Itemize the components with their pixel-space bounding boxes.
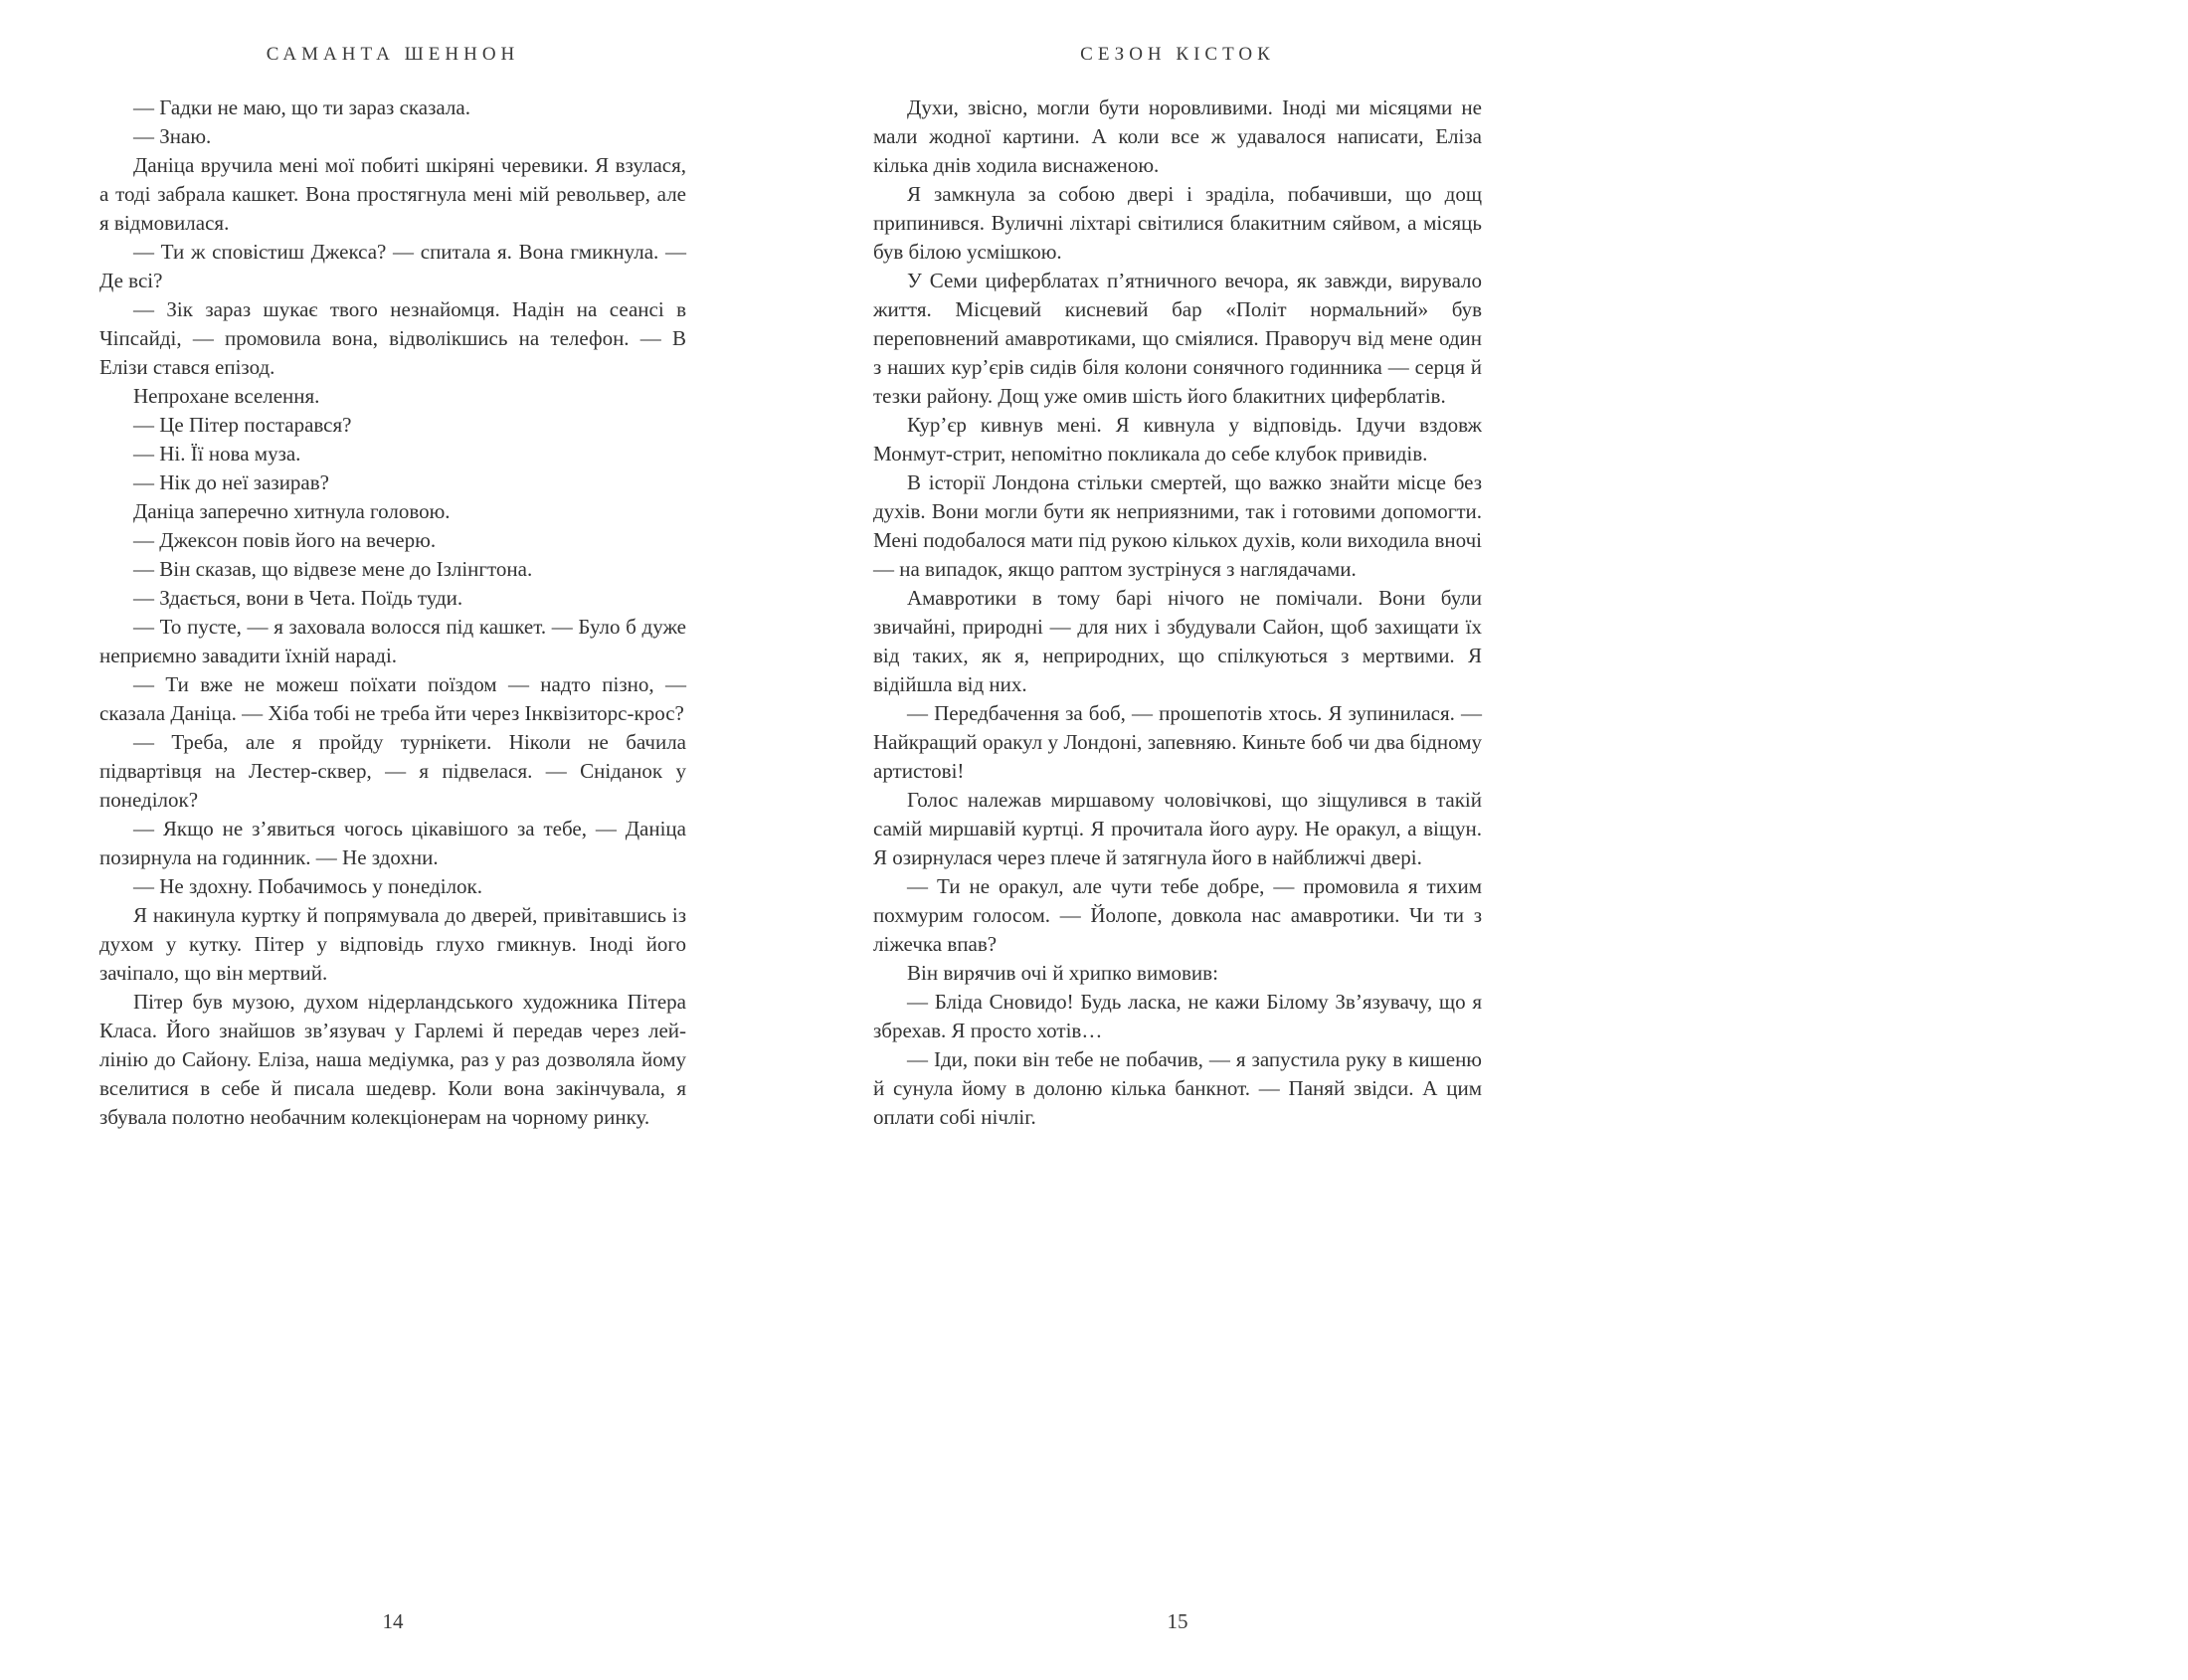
paragraph: — То пусте, — я заховала волосся під кашкет. — Було б дуже неприємно завадити їхній нараді. [99, 615, 686, 667]
paragraph: Пітер був музою, духом нідерландського художника Пітера Класа. Його знайшов зв’язувач у Гарлемі й передав через лей-лінію до Сайону. Еліза, наша медіумка, раз у раз дозволяла йому вселитися в себе й писала шедевр. Коли вона закінчувала, я збувала полотно необачним колекціонерам на чорному ринку. [99, 990, 686, 1129]
paragraph: Даніца заперечно хитнула головою. [133, 499, 451, 523]
paragraph: — Передбачення за боб, — прошепотів хтось. Я зупинилася. — Найкращий оракул у Лондоні, запевняю. Киньте боб чи два бідному артистові! [873, 701, 1482, 783]
paragraph: Я накинула куртку й попрямувала до дверей, привітавшись із духом у кутку. Пітер у відповідь глухо гмикнув. Іноді його зачіпало, що він мертвий. [99, 903, 686, 985]
paragraph: — Гадки не маю, що ти зараз сказала. [133, 95, 470, 119]
paragraph: Він вирячив очі й хрипко вимовив: [907, 961, 1218, 985]
paragraph: — Треба, але я пройду турнікети. Ніколи не бачила підвартівця на Лестер-сквер, — я підвелася. — Сніданок у понеділок? [99, 730, 686, 812]
paragraph: Непрохане вселення. [133, 384, 320, 408]
left-page-text [99, 93, 686, 1132]
paragraph: В історії Лондона стільки смертей, що важко знайти місце без духів. Вони могли бути як неприязними, так і готовими допомогти. Мені подобалося мати під рукою кількох духів, коли виходила вночі — на випадок, якщо раптом зустрінуся з наглядачами. [873, 470, 1482, 581]
paragraph: — Здається, вони в Чета. Поїдь туди. [133, 586, 463, 610]
right-page-number: 15 [1167, 1609, 1188, 1633]
paragraph: — Не здохну. Побачимось у понеділок. [133, 874, 483, 898]
paragraph: Амавротики в тому барі нічого не помічали. Вони були звичайні, природні — для них і збудували Сайон, щоб захищати їх від таких, як я, неприродних, що спілкуються з мертвими. Я відійшла від них. [873, 586, 1482, 696]
paragraph: — Бліда Сновидо! Будь ласка, не кажи Білому Зв’язувачу, що я збрехав. Я просто хотів… [873, 990, 1482, 1042]
right-running-head: СЕЗОН КІСТОК [1080, 44, 1275, 65]
right-page-text [873, 93, 1482, 1132]
paragraph: — Він сказав, що відвезе мене до Ізлінгтона. [133, 557, 533, 581]
paragraph: — Ти вже не можеш поїхати поїздом — надто пізно, — сказала Даніца. — Хіба тобі не треба йти через Інквізиторс-крос? [99, 672, 686, 725]
paragraph: — Ти ж сповістиш Джекса? — спитала я. Вона гмикнула. — Де всі? [99, 240, 686, 292]
paragraph: — Знаю. [133, 124, 212, 148]
paragraph: — Зік зараз шукає твого незнайомця. Надін на сеансі в Чіпсайді, — промовила вона, відволікшись на телефон. — В Елізи стався епізод. [99, 297, 686, 379]
paragraph: — Нік до неї зазирав? [133, 470, 329, 494]
paragraph: — Ти не оракул, але чути тебе добре, — промовила я тихим похмурим голосом. — Йолопе, довкола нас амавротики. Чи ти з ліжечка впав? [873, 874, 1482, 956]
paragraph: — Джексон повів його на вечерю. [133, 528, 437, 552]
paragraph: — Це Пітер постарався? [133, 413, 352, 437]
paragraph: Я замкнула за собою двері і зраділа, побачивши, що дощ припинився. Вуличні ліхтарі світилися блакитним сяйвом, а місяць був білою усмішкою. [873, 182, 1482, 264]
paragraph: У Семи циферблатах п’ятничного вечора, як завжди, вирувало життя. Місцевий кисневий бар «Політ нормальний» був переповнений амавротиками, що сміялися. Праворуч від мене один з наших кур’єрів сидів біля колони сонячного годинника — серця й тезки району. Дощ уже омив шість його блакитних циферблатів. [873, 269, 1482, 408]
left-running-head: САМАНТА ШЕННОН [266, 44, 520, 65]
paragraph: Даніца вручила мені мої побиті шкіряні черевики. Я взулася, а тоді забрала кашкет. Вона простягнула мені мій револьвер, але я відмовилася. [99, 153, 686, 235]
left-page-number: 14 [382, 1609, 404, 1633]
paragraph: — Іди, поки він тебе не побачив, — я запустила руку в кишеню й сунула йому в долоню кілька банкнот. — Паняй звідси. А цим оплати собі нічліг. [873, 1047, 1482, 1129]
paragraph: Голос належав миршавому чоловічкові, що зіщулився в такій самій миршавій куртці. Я прочитала його ауру. Не оракул, а віщун. Я озирнулася через плече й затягнула його в найближчі двері. [873, 788, 1482, 869]
paragraph: — Ні. Її нова муза. [133, 442, 301, 466]
paragraph: Кур’єр кивнув мені. Я кивнула у відповідь. Ідучи вздовж Монмут-стрит, непомітно покликала до себе клубок привидів. [873, 413, 1482, 466]
paragraph: — Якщо не з’явиться чогось цікавішого за тебе, — Даніца позирнула на годинник. — Не здохни. [99, 817, 686, 869]
paragraph: Духи, звісно, могли бути норовливими. Іноді ми місяцями не мали жодної картини. А коли все ж удавалося написати, Еліза кілька днів ходила виснаженою. [873, 95, 1482, 177]
